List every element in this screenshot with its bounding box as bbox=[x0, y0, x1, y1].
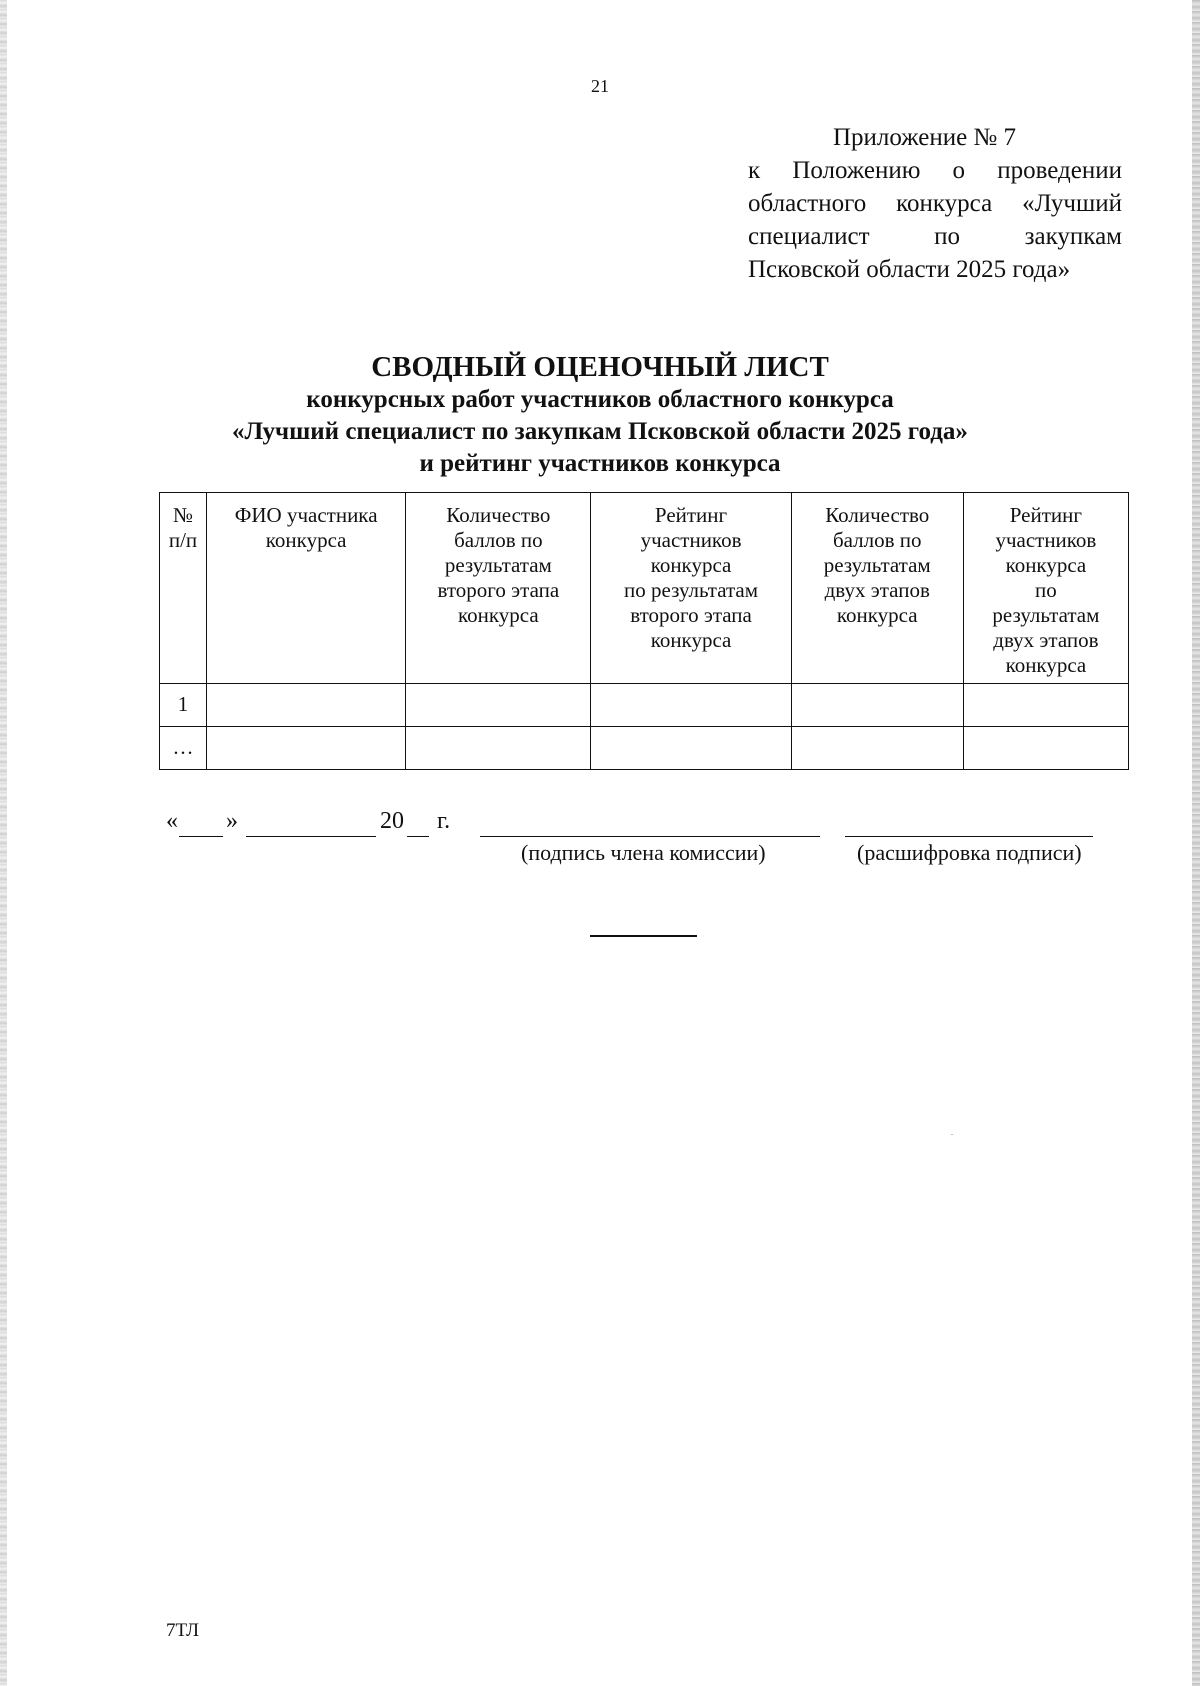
header-line: второго этапа bbox=[630, 603, 752, 627]
table-cell bbox=[207, 684, 406, 727]
document-subtitle-line: конкурсных работ участников областного конкурса bbox=[306, 386, 894, 413]
header-total-score bbox=[791, 493, 963, 684]
table-cell bbox=[591, 684, 791, 727]
date-year-suffix: г. bbox=[437, 808, 451, 834]
signature-blank bbox=[480, 812, 820, 837]
header-line: конкурса bbox=[650, 553, 732, 577]
appendix-line: Псковской области 2025 года» bbox=[748, 256, 1071, 283]
header-line: баллов по bbox=[832, 528, 922, 552]
header-line: Рейтинг bbox=[1009, 503, 1083, 527]
header-line: результатам bbox=[992, 603, 1100, 627]
header-line: участников bbox=[640, 528, 742, 552]
appendix-line: специалист по закупкам bbox=[748, 223, 1122, 250]
header-line: № bbox=[173, 503, 194, 527]
table-cell bbox=[963, 684, 1128, 727]
date-year-blank bbox=[407, 812, 429, 837]
header-line: Рейтинг bbox=[654, 503, 728, 527]
table-header-row bbox=[160, 493, 1129, 684]
header-line: конкурса bbox=[650, 628, 732, 652]
header-line: второго этапа bbox=[437, 578, 560, 602]
table-cell bbox=[406, 727, 591, 770]
header-line: участников bbox=[995, 528, 1097, 552]
table-row bbox=[160, 727, 1129, 770]
header-line: конкурса bbox=[1005, 553, 1087, 577]
header-line: п/п bbox=[168, 528, 198, 552]
table-cell bbox=[406, 684, 591, 727]
header-line: Количество bbox=[825, 503, 930, 527]
header-line: конкурса bbox=[265, 528, 347, 552]
document-heading bbox=[0, 350, 1200, 480]
signature-caption: (подпись члена комиссии) bbox=[521, 840, 766, 865]
table-cell bbox=[207, 727, 406, 770]
appendix-line: к Положению о проведении bbox=[748, 157, 1122, 184]
header-line: двух этапов bbox=[993, 628, 1099, 652]
page-number: 21 bbox=[591, 76, 609, 96]
table-row bbox=[160, 684, 1129, 727]
header-line: ФИО участника bbox=[234, 503, 378, 527]
table-cell bbox=[963, 727, 1128, 770]
table-cell bbox=[791, 684, 963, 727]
scan-speck bbox=[951, 1134, 953, 1135]
table-cell bbox=[791, 727, 963, 770]
header-stage2-score bbox=[406, 493, 591, 684]
header-line: конкурса bbox=[1005, 653, 1087, 677]
table-cell-number: … bbox=[160, 727, 207, 770]
date-month-blank bbox=[246, 812, 376, 837]
date-year-prefix: 20 bbox=[380, 808, 404, 834]
footer-code: 7ТЛ bbox=[166, 1620, 200, 1641]
header-line: двух этапов bbox=[824, 578, 930, 602]
signature-block bbox=[0, 808, 1200, 868]
header-line: баллов по bbox=[454, 528, 543, 552]
header-line: конкурса bbox=[836, 603, 918, 627]
header-number bbox=[160, 493, 207, 684]
header-participant-name bbox=[207, 493, 406, 684]
header-line: результатам bbox=[444, 553, 552, 577]
end-separator-line bbox=[590, 935, 697, 937]
signature-transcript-blank bbox=[845, 812, 1093, 837]
header-line: результатам bbox=[823, 553, 931, 577]
date-close-quote: » bbox=[226, 808, 238, 834]
appendix-block bbox=[748, 121, 1122, 286]
table-cell-number: 1 bbox=[160, 684, 207, 727]
header-line: по результатам bbox=[624, 578, 759, 602]
date-day-blank bbox=[179, 812, 223, 837]
header-line: конкурса bbox=[458, 603, 539, 627]
header-total-rating bbox=[963, 493, 1128, 684]
header-line: по bbox=[1035, 578, 1057, 602]
appendix-title: Приложение № 7 bbox=[833, 124, 1017, 151]
appendix-line: областного конкурса «Лучший bbox=[748, 190, 1122, 217]
document-subtitle-line: «Лучший специалист по закупкам Псковской области 2025 года» bbox=[232, 418, 968, 445]
table-cell bbox=[591, 727, 791, 770]
document-title: СВОДНЫЙ ОЦЕНОЧНЫЙ ЛИСТ bbox=[371, 351, 829, 383]
transcript-caption: (расшифровка подписи) bbox=[857, 840, 1082, 865]
document-subtitle-line: и рейтинг участников конкурса bbox=[419, 450, 781, 477]
date-open-quote: « bbox=[166, 808, 178, 834]
header-line: Количество bbox=[446, 503, 551, 527]
score-table bbox=[159, 492, 1129, 770]
header-stage2-rating bbox=[591, 493, 791, 684]
